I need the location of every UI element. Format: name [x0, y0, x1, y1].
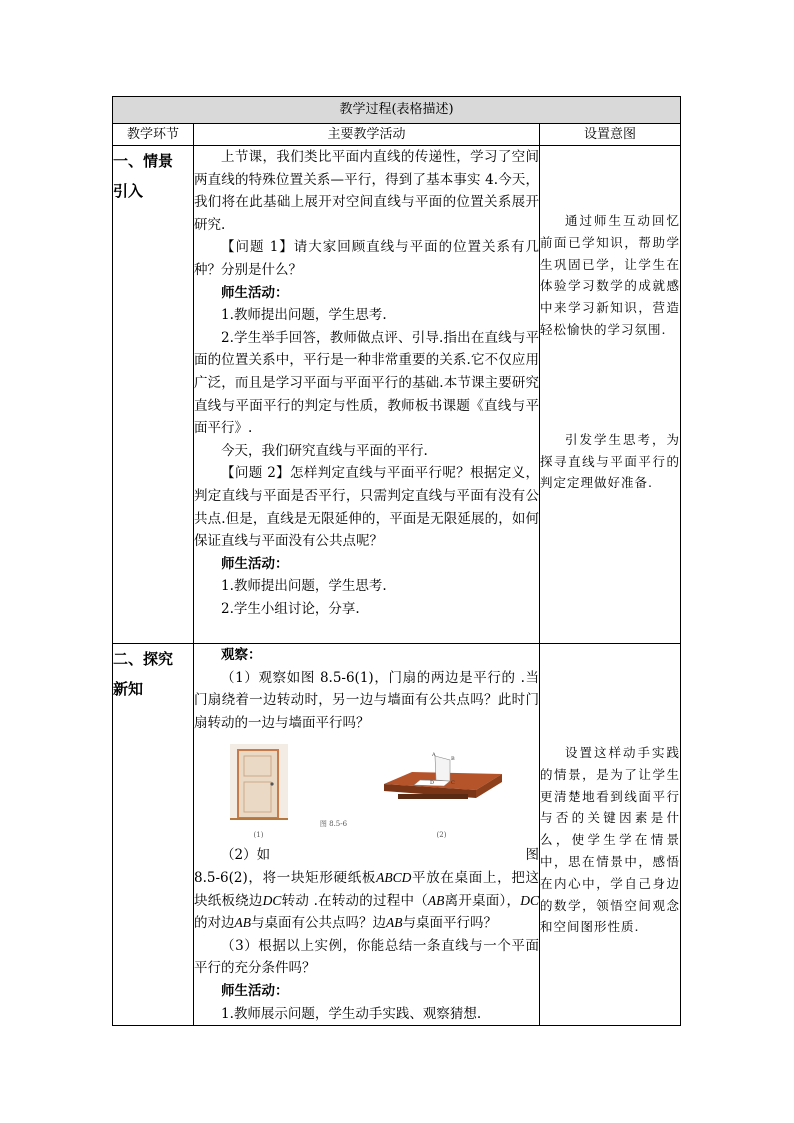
observation-2-part: （2）如: [221, 847, 271, 864]
math-ab: AB: [386, 915, 403, 931]
stage-label-1a: 一、情景: [113, 152, 174, 170]
teacher-student-activity-heading: 师生活动：: [221, 284, 289, 301]
figure-8-5-6: [194, 744, 539, 840]
activity-cell-1: [194, 146, 540, 644]
figure-caption-1: (1): [253, 831, 264, 840]
observation-1: （1）观察如图 8.5-6(1)，门扇的两边是平行的 .当门扇绕着一边转动时，另一边与墙面有公共点吗？此时门扇转动的一边与墙面平行吗？: [194, 669, 539, 731]
header-stage: 教学环节: [113, 124, 194, 146]
observation-2-text: 8.5-6(2)，将一块矩形硬纸板: [194, 869, 377, 886]
figure-caption-number: 图 8.5-6: [319, 820, 348, 829]
activity-step: 1.教师提出问题，学生思考.: [221, 578, 387, 595]
observation-2-text: 平放在桌面上，把这块纸板绕边: [194, 869, 540, 909]
figure-door: [230, 744, 288, 840]
observation-3: （3）根据以上实例，你能总结一条直线与一个平面平行的充分条件吗？: [194, 937, 539, 977]
figure-table-board: [380, 744, 504, 840]
math-ab: AB: [427, 892, 445, 908]
observation-2-text: 的对边: [194, 915, 235, 932]
observation-2-text: 与桌面有公共点吗？边: [251, 915, 386, 932]
teacher-student-activity-heading: 师生活动：: [221, 555, 289, 572]
figure-label-a: A: [431, 752, 436, 759]
figure-number: [306, 744, 362, 840]
purpose-text: 通过师生互动回忆前面已学知识，帮助学生巩固已学，让学生在体验学习数学的成就感中来学习新知识，营造轻松愉快的学习氛围.: [540, 213, 681, 337]
question-2: 【问题 2】怎样判定直线与平面平行呢？根据定义，判定直线与平面是否平行，只需判定直线与平面有没有公共点.但是，直线是无限延伸的，平面是无限延展的，如何保证直线与平面没有公共点呢？: [194, 465, 539, 550]
purpose-cell-1: [540, 146, 681, 644]
figure-label-c: C: [450, 780, 455, 787]
intro-paragraph: 上节课，我们类比平面内直线的传递性，学习了空间两直线的特殊位置关系—平行，得到了基本事实 4.今天，我们将在此基础上展开对空间直线与平面的位置关系展开研究.: [194, 149, 539, 233]
header-activities: 主要教学活动: [194, 124, 540, 146]
observe-heading: 观察：: [221, 647, 262, 663]
header-purpose: 设置意图: [540, 124, 681, 146]
observation-2-text: 离开桌面），: [444, 892, 521, 909]
observation-2-line1: [194, 844, 539, 867]
math-ab: AB: [234, 915, 251, 931]
activity-step: 1.教师提出问题，学生思考.: [221, 307, 387, 324]
math-dc: DC: [262, 892, 282, 908]
activity-step: 2.学生举手回答，教师做点评、引导.指出在直线与平面的位置关系中，平行是一种非常重要的关系.它不仅应用广泛，而且是学习平面与平面平行的基础.本节课主要研究直线与平面平行的判定与性质，教师板书课题《直线与平面平行》.: [194, 329, 539, 437]
stage-label-2a: 二、探究: [113, 650, 174, 668]
activity-step: 1.教师展示问题，学生动手实践、观察猜想.: [221, 1005, 482, 1022]
table-board-image: [380, 744, 504, 828]
teacher-student-activity-heading: 师生活动：: [221, 982, 289, 999]
figure-caption-2: (2): [436, 831, 447, 840]
stage-cell-2: [113, 644, 194, 1026]
observation-2: [194, 867, 539, 935]
stage-cell-1: [113, 146, 194, 644]
math-abcd: ABCD: [376, 869, 412, 885]
teaching-process-table: [112, 96, 681, 1026]
door-image: [230, 744, 288, 828]
stage-label-1b: 引入: [113, 182, 144, 200]
question-1: 【问题 1】请大家回顾直线与平面的位置关系有几种？分别是什么？: [194, 239, 539, 278]
purpose-text: 引发学生思考，为探寻直线与平面平行的判定定理做好准备.: [540, 431, 681, 491]
math-dc: DC: [520, 892, 539, 908]
topic-statement: 今天，我们研究直线与平面的平行.: [221, 442, 428, 459]
observation-2-part: 图: [525, 847, 539, 864]
stage-label-2b: 新知: [113, 680, 144, 698]
purpose-text: 设置这样动手实践的情景，是为了让学生更清楚地看到线面平行与否的关键因素是什么，使学生学在情景中，思在情景中，感悟在内心中，学自己身边的数学，领悟空间观念和空间图形性质.: [540, 745, 681, 935]
figure-label-b: B: [450, 756, 455, 763]
figure-label-d: D: [429, 780, 434, 787]
observation-2-text: 与桌面平行吗？: [402, 915, 497, 932]
activity-step: 2.学生小组讨论，分享.: [221, 600, 360, 617]
observation-2-text: 转动 .在转动的过程中（: [281, 892, 428, 909]
table-title: 教学过程(表格描述): [113, 97, 681, 124]
purpose-cell-2: [540, 644, 681, 1026]
activity-cell-2: [194, 644, 540, 1026]
